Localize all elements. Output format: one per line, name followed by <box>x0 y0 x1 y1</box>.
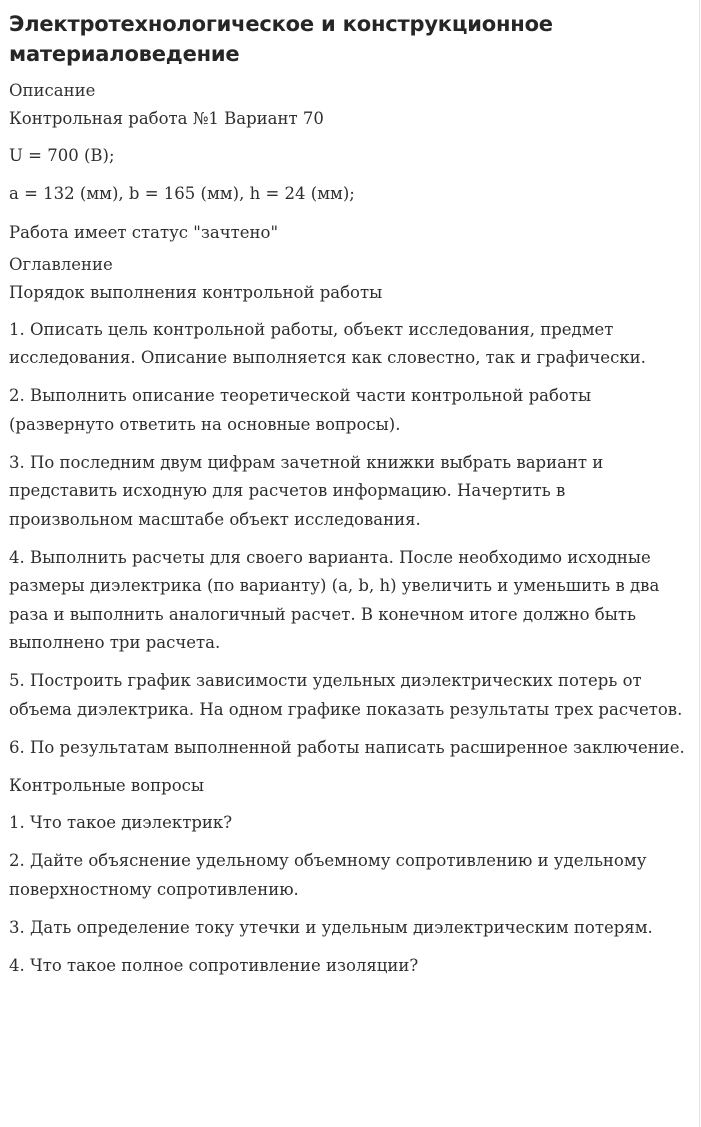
description-heading: Описание <box>9 81 96 100</box>
right-border <box>699 0 700 1127</box>
question-item: 4. Что такое полное сопротивление изоляции? <box>9 955 419 975</box>
status-text: Работа имеет статус "зачтено" <box>9 222 279 242</box>
step-item: 3. По последним двум цифрам зачетной книжки выбрать вариант и представить исходную для расчетов информацию. Начертить в произвольном масштабе объект исследования. <box>9 452 604 529</box>
steps-list <box>9 316 693 763</box>
step-item: 5. Построить график зависимости удельных диэлектрических потерь от объема диэлектрика. На одном графике показать результаты трех расчетов. <box>9 671 683 719</box>
document-content <box>9 9 693 990</box>
questions-list <box>9 809 693 980</box>
step-item: 2. Выполнить описание теоретической части контрольной работы (развернуто ответить на основные вопросы). <box>9 386 592 434</box>
question-item: 1. Что такое диэлектрик? <box>9 813 233 832</box>
param-dimensions: a = 132 (мм), b = 165 (мм), h = 24 (мм); <box>9 184 355 203</box>
procedure-heading: Порядок выполнения контрольной работы <box>9 283 383 302</box>
step-item: 1. Описать цель контрольной работы, объект исследования, предмет исследования. Описание выполняется как словестно, так и графически. <box>9 319 646 367</box>
page-title: Электротехнологическое и конструкционное материаловедение <box>9 12 553 66</box>
contents-heading: Оглавление <box>9 255 113 274</box>
work-subtitle: Контрольная работа №1 Вариант 70 <box>9 109 324 128</box>
param-voltage: U = 700 (В); <box>9 145 115 165</box>
step-item: 6. По результатам выполненной работы написать расширенное заключение. <box>9 737 685 757</box>
question-item: 2. Дайте объяснение удельному объемному сопротивлению и удельному поверхностному сопротивлению. <box>9 851 647 899</box>
questions-heading: Контрольные вопросы <box>9 775 205 795</box>
step-item: 4. Выполнить расчеты для своего варианта. После необходимо исходные размеры диэлектрика (по варианту) (a, b, h) увеличить и уменьшить в два раза и выполнить аналогичный расчет. В конечном итоге должно быть выполнено три расчета. <box>9 547 660 652</box>
question-item: 3. Дать определение току утечки и удельным диэлектрическим потерям. <box>9 917 653 937</box>
